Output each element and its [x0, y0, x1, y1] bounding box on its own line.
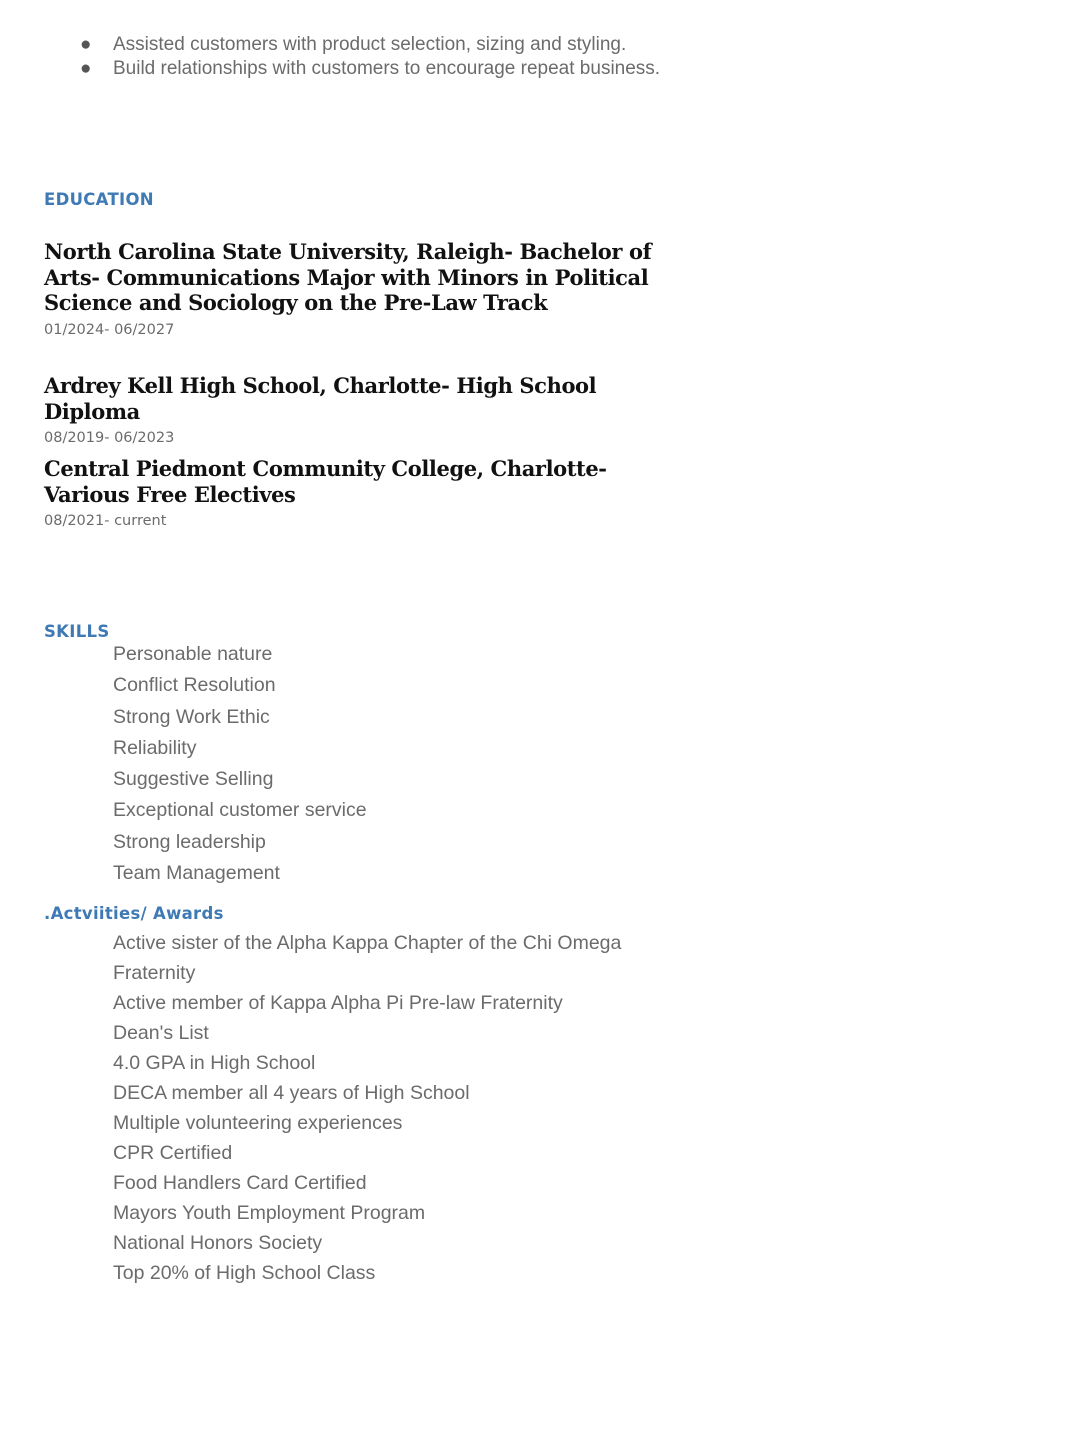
education-entry-dates: 08/2019- 06/2023: [44, 430, 175, 446]
activities-heading: .Actviities/ Awards: [44, 904, 224, 923]
experience-bullet-text: Build relationships with customers to encourage repeat business.: [113, 58, 661, 79]
experience-bullet: [76, 57, 660, 81]
activity-item: Multiple volunteering experiences: [113, 1112, 403, 1134]
activity-item: Dean's List: [113, 1022, 209, 1044]
education-heading: EDUCATION: [44, 190, 154, 209]
education-entry: [44, 373, 684, 446]
skills-heading: SKILLS: [44, 622, 110, 641]
activity-item: Mayors Youth Employment Program: [113, 1202, 426, 1224]
activity-item: Fraternity: [113, 962, 196, 984]
skill-item: Reliability: [113, 736, 197, 759]
activity-item: Active member of Kappa Alpha Pi Pre-law Fraternity: [113, 992, 563, 1014]
education-entry-dates: 01/2024- 06/2027: [44, 321, 175, 338]
education-entry: [44, 239, 684, 338]
bullet-icon: ●: [80, 34, 92, 55]
skill-item: Conflict Resolution: [113, 674, 276, 697]
skill-item: Exceptional customer service: [113, 799, 367, 822]
skill-item: Personable nature: [113, 643, 273, 665]
activity-item: National Honors Society: [113, 1232, 323, 1254]
activity-item: Active sister of the Alpha Kappa Chapter of the Chi Omega: [113, 932, 622, 954]
education-entry-title: Ardrey Kell High School, Charlotte- High School Diploma: [44, 373, 597, 424]
education-entry: [44, 456, 684, 529]
activity-item: DECA member all 4 years of High School: [113, 1082, 470, 1104]
skill-item: Team Management: [113, 862, 280, 885]
skills-list: [113, 639, 367, 889]
activity-item: 4.0 GPA in High School: [113, 1052, 316, 1074]
skill-item: Strong Work Ethic: [113, 705, 270, 728]
experience-bullet-text: Assisted customers with product selection, sizing and styling.: [113, 34, 627, 55]
education-entry-title: North Carolina State University, Raleigh- Bachelor of Arts- Communications Major with Minors in Political Science and Sociology on the Pre-Law Track: [44, 239, 652, 315]
skill-item: Strong leadership: [113, 830, 266, 853]
education-entry-dates: 08/2021- current: [44, 513, 167, 529]
bullet-icon: ●: [80, 58, 92, 79]
activity-item: CPR Certified: [113, 1142, 233, 1164]
experience-bullet-list: [76, 33, 660, 81]
education-entry-title: Central Piedmont Community College, Charlotte- Various Free Electives: [44, 456, 607, 507]
activities-list: [113, 928, 621, 1288]
activity-item: Top 20% of High School Class: [113, 1262, 376, 1284]
activity-item: Food Handlers Card Certified: [113, 1172, 367, 1194]
experience-bullet: [76, 33, 660, 57]
skill-item: Suggestive Selling: [113, 768, 274, 791]
